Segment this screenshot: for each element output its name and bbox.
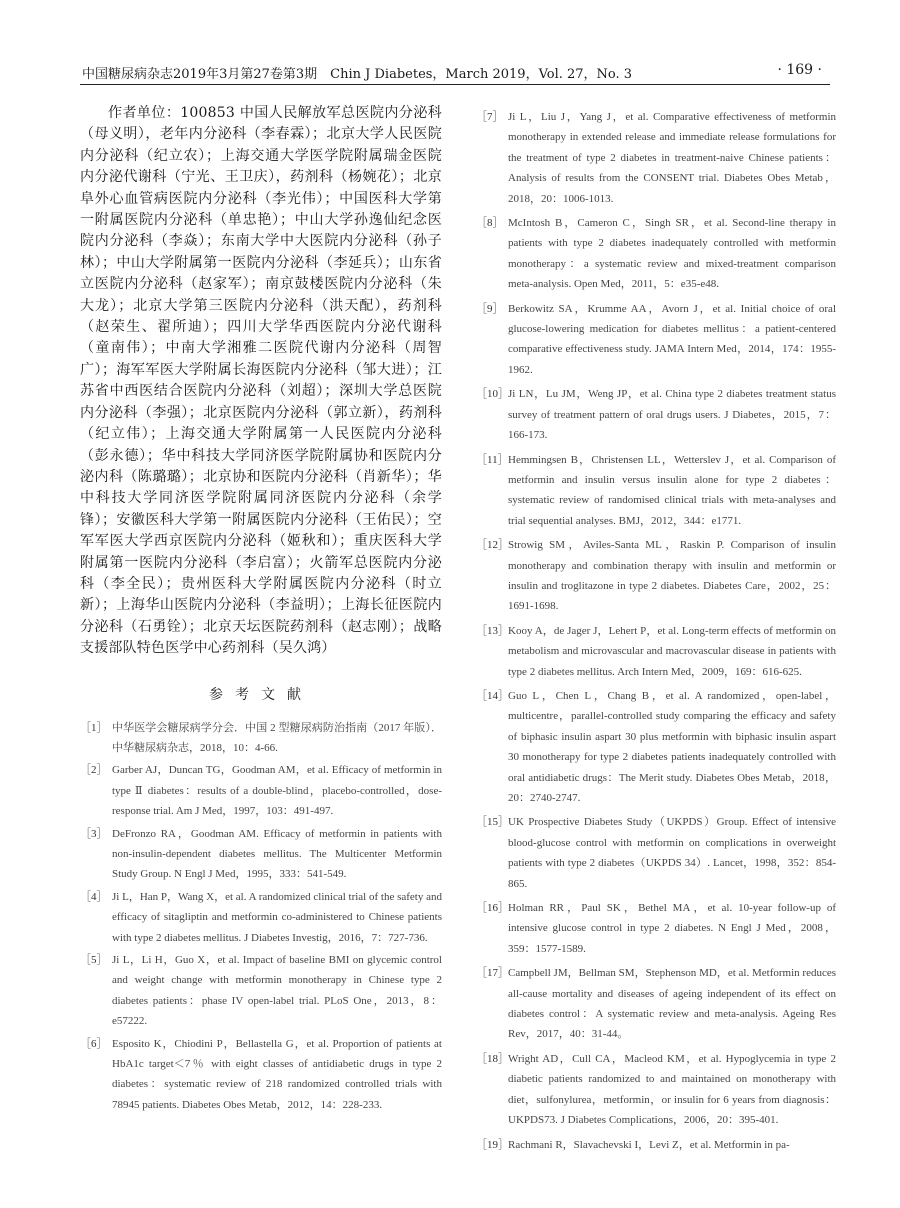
reference-number: ［13］ — [476, 624, 509, 637]
reference-text: Garber AJ，Duncan TG，Goodman AM，et al. Efficacy of metformin in type Ⅱ diabetes：results of a double-blind，placebo-controlled，dose-response trial. Am J Med，1997，103：491-497. — [112, 764, 442, 818]
reference-text: Campbell JM，Bellman SM，Stephenson MD，et al. Metformin reduces all-cause mortality and diseases of ageing independent of its effect on diabetes control：A systematic review and meta-analysis. Ageing Res Rev，2017，40：31-44。 — [508, 967, 836, 1041]
reference-item — [476, 1135, 836, 1155]
reference-number: ［14］ — [476, 689, 509, 702]
reference-text: Hemmingsen B，Christensen LL，Wetterslev J，et al. Comparison of metformin and insulin versus insulin alone for type 2 diabetes：systematic review of randomised clinical trials with meta-analyses and trial sequential analyses. BMJ，2012，344：e1771. — [508, 453, 836, 527]
reference-item — [476, 107, 836, 209]
reference-item — [80, 887, 442, 948]
reference-text: 中华医学会糖尿病学分会．中国 2 型糖尿病防治指南（2017 年版）．中华糖尿病杂志，2018，10：4-66. — [112, 721, 442, 754]
references-heading: 参考文献 — [209, 686, 313, 703]
reference-text: Rachmani R，Slavachevski I，Levi Z，et al. Metformin in pa- — [508, 1138, 790, 1151]
reference-number: ［6］ — [80, 1037, 108, 1050]
reference-text: Wright AD，Cull CA，Macleod KM，et al. Hypoglycemia in type 2 diabetic patients randomized to and maintained on monotherapy with diet，sulfonylurea，metformin，or insulin for 6 years from diagnosis：UKPDS73. J Diabetes Complications，2006，20：395-401. — [508, 1052, 836, 1127]
reference-item — [80, 950, 442, 1032]
reference-item — [476, 898, 836, 959]
reference-number: ［8］ — [476, 217, 504, 230]
reference-text: Ji L，Liu J，Yang J，et al. Comparative effectiveness of metformin monotherapy in extended release and immediate release formulations for the treatment of type 2 diabetes in treatment-naive Chinese patients：Analysis of results from the CONSENT trial. Diabetes Obes Metab，2018，20：1006-1013. — [508, 111, 836, 205]
reference-number: ［3］ — [80, 827, 108, 840]
reference-item — [80, 1034, 442, 1116]
reference-item — [476, 450, 836, 532]
reference-text: McIntosh B，Cameron C，Singh SR，et al. Second-line therapy in patients with type 2 diabetes inadequately controlled with metformin monotherapy：a systematic review and mixed-treatment comparison meta-analysis. Open Med，2011，5：e35-e48. — [508, 217, 836, 291]
reference-number: ［18］ — [476, 1052, 509, 1065]
reference-number: ［7］ — [476, 111, 504, 123]
reference-item — [476, 621, 836, 682]
running-header — [80, 60, 830, 85]
reference-list-right — [476, 107, 836, 1155]
page-number: · 169 · — [777, 62, 822, 78]
reference-item — [476, 535, 836, 617]
right-column — [476, 107, 836, 1159]
reference-item — [80, 824, 442, 885]
left-column — [80, 103, 442, 1117]
reference-number: ［1］ — [80, 721, 108, 734]
reference-text: UK Prospective Diabetes Study（UKPDS）Group. Effect of intensive blood-glucose control with metformin on complications in overweight patients with type 2 diabetes（UKPDS 34）. Lancet，1998，352：854-865. — [508, 816, 836, 890]
reference-text: Berkowitz SA，Krumme AA，Avorn J，et al. Initial choice of oral glucose-lowering medication for diabetes mellitus：a patient-centered comparative effectiveness study. JAMA Intern Med，2014，174：1955-1962. — [508, 302, 836, 376]
reference-item — [476, 384, 836, 445]
reference-number: ［4］ — [80, 890, 108, 903]
reference-item — [80, 760, 442, 821]
reference-number: ［2］ — [80, 764, 108, 777]
reference-number: ［12］ — [476, 539, 509, 552]
reference-number: ［9］ — [476, 302, 504, 315]
reference-number: ［19］ — [476, 1138, 509, 1151]
reference-item — [476, 213, 836, 295]
journal-citation: 中国糖尿病杂志2019年3月第27卷第3期 Chin J Diabetes，March 2019，Vol. 27，No. 3 — [82, 67, 633, 82]
author-affiliations: 作者单位：100853 中国人民解放军总医院内分泌科（母义明），老年内分泌科（李春霖）；北京大学人民医院内分泌科（纪立农）；上海交通大学医学院附属瑞金医院内分泌代谢科（宁光、王卫庆），药剂科（杨婉花）；北京阜外心血管病医院内分泌科（李光伟）；中国医科大学第一附属医院内分泌科（单忠艳）；中山大学孙逸仙纪念医院内分泌科（李焱）；东南大学中大医院内分泌科（孙子林）；中山大学附属第一医院内分泌科（李延兵）；山东省立医院内分泌科（赵家军）；南京鼓楼医院内分泌科（朱大龙）；北京大学第三医院内分泌科（洪天配），药剂科（赵荣生、翟所迪）；四川大学华西医院内分泌代谢科（童南伟）；中南大学湘雅二医院代谢内分泌科（周智广）；海军军医大学附属长海医院内分泌科（邹大进）；江苏省中西医结合医院内分泌科（刘超）；深圳大学总医院内分泌科（李强）；北京医院内分泌科（郭立新），药剂科（纪立伟）；上海交通大学附属第一人民医院内分泌科（彭永德）；华中科技大学同济医学院附属协和医院内分泌内科（陈璐璐）；北京协和医院内分泌科（肖新华）；华中科技大学同济医学院附属同济医院内分泌科（余学锋）；安徽医科大学第一附属医院内分泌科（王佑民）；空军军医大学西京医院内分泌科（姬秋和）；重庆医科大学附属第一医院内分泌科（李启富）；火箭军总医院内分泌科（李全民）；贵州医科大学附属医院内分泌科（时立新）；上海华山医院内分泌科（李益明）；上海长征医院内分泌科（石勇铨）；北京天坛医院药剂科（赵志刚）；战略支援部队特色医学中心药剂科（吴久鸿） — [80, 105, 442, 657]
reference-text: Kooy A，de Jager J，Lehert P，et al. Long-term effects of metformin on metabolism and microvascular and macrovascular disease in patients with type 2 diabetes mellitus. Arch Intern Med，2009，169：616-625. — [508, 624, 836, 678]
reference-number: ［5］ — [80, 954, 108, 967]
reference-number: ［10］ — [476, 388, 509, 401]
reference-number: ［15］ — [476, 816, 509, 829]
reference-number: ［17］ — [476, 967, 509, 980]
reference-number: ［16］ — [476, 902, 509, 915]
reference-item — [476, 812, 836, 894]
reference-item — [476, 963, 836, 1045]
reference-item — [476, 686, 836, 808]
reference-item — [476, 299, 836, 381]
reference-text: Ji L，Han P，Wang X，et al. A randomized clinical trial of the safety and efficacy of sitagliptin and metformin co-administered to Chinese patients with type 2 diabetes mellitus. J Diabetes Investig，2016，7：727-736. — [112, 890, 442, 944]
reference-text: DeFronzo RA，Goodman AM. Efficacy of metformin in patients with non-insulin-dependent diabetes mellitus. The Multicenter Metformin Study Group. N Engl J Med，1995，333：541-549. — [112, 827, 442, 881]
reference-text: Ji L，Li H，Guo X，et al. Impact of baseline BMI on glycemic control and weight change with metformin monotherapy in Chinese type 2 diabetes patients：phase IV open-label trial. PLoS One，2013，8：e57222. — [112, 954, 442, 1028]
reference-item — [80, 718, 442, 759]
reference-text: Strowig SM，Aviles-Santa ML，Raskin P. Comparison of insulin monotherapy and combination therapy with insulin and metformin or insulin and troglitazone in type 2 diabetes. Diabetes Care，2002，25：1691-1698. — [508, 539, 836, 613]
reference-item — [476, 1049, 836, 1131]
reference-text: Holman RR，Paul SK，Bethel MA，et al. 10-year follow-up of intensive glucose control in type 2 diabetes. N Engl J Med，2008，359：1577-1589. — [508, 902, 836, 955]
reference-text: Guo L，Chen L，Chang B，et al. A randomized，open-label，multicentre，parallel-controlled study comparing the efficacy and safety of biphasic insulin aspart 30 plus metformin with biphasic insulin aspart 30 monotherapy for type 2 diabetes patients inadequately controlled with oral antidiabetic drugs：The Merit study. Diabetes Obes Metab，2018，20：2740-2747. — [508, 689, 836, 804]
reference-text: Ji LN，Lu JM，Weng JP，et al. China type 2 diabetes treatment status survey of treatment pattern of oral drugs users. J Diabetes，2015，7：166-173. — [508, 388, 836, 442]
reference-number: ［11］ — [476, 453, 509, 466]
reference-list-left — [80, 718, 442, 1116]
reference-text: Esposito K，Chiodini P，Bellastella G，et al. Proportion of patients at HbA1c target＜7％ with eight classes of antidiabetic drugs in type 2 diabetes：systematic review of 218 randomized controlled trials with 78945 patients. Diabetes Obes Metab，2012，14：228-233. — [112, 1037, 442, 1111]
